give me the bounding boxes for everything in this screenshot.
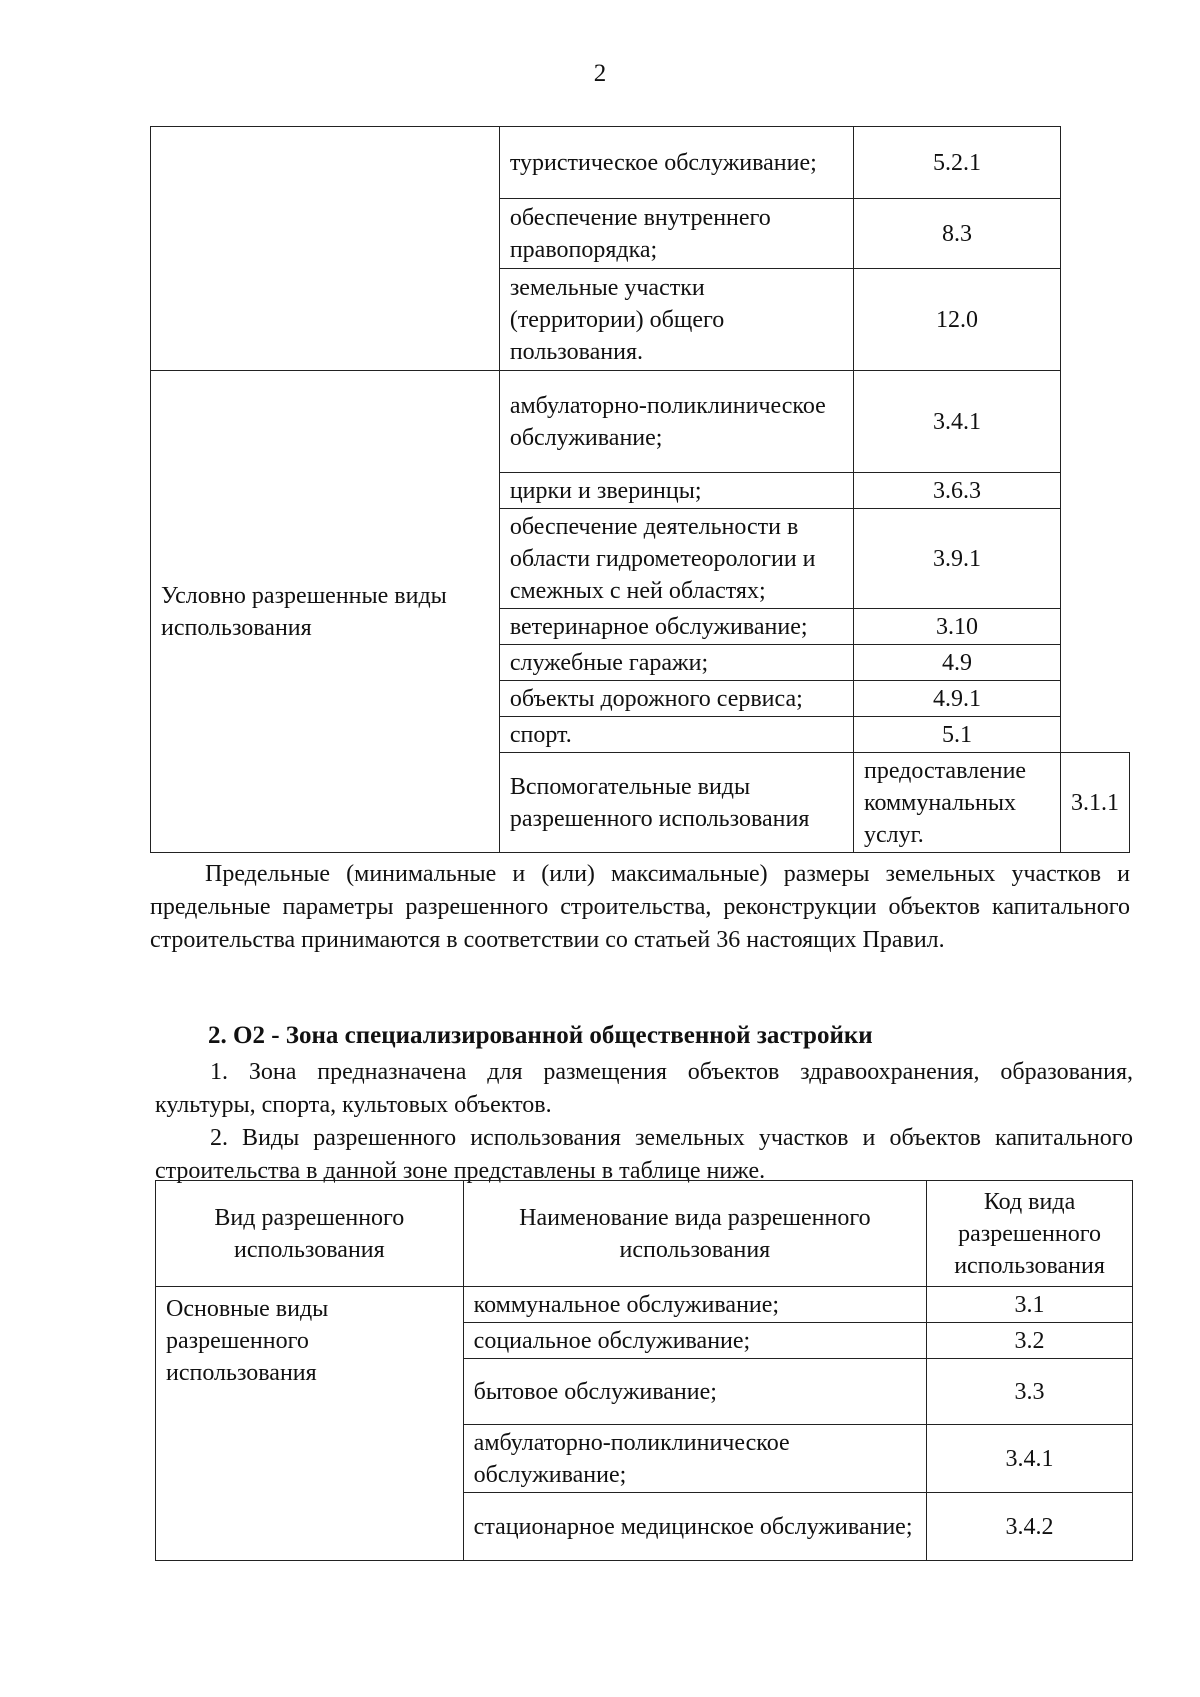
header-use-code: Код вида разрешенного использования <box>927 1181 1133 1287</box>
use-code-cell: 3.4.1 <box>927 1425 1133 1493</box>
use-name-cell: объекты дорожного сервиса; <box>499 681 853 717</box>
use-name-cell: земельные участки (территории) общего пользования. <box>499 269 853 371</box>
use-category-cell <box>151 127 500 371</box>
use-code-cell: 3.6.3 <box>854 473 1061 509</box>
table-header-row <box>156 1181 1133 1287</box>
use-code-cell: 3.2 <box>927 1323 1133 1359</box>
use-code-cell: 3.1.1 <box>1061 753 1130 853</box>
limit-parameters-paragraph: Предельные (минимальные и (или) максимальные) размеры земельных участков и предельные параметры разрешенного строительства, реконструкции объектов капитального строительства принимаются в соответствии со статьей 36 настоящих Правил. <box>150 861 1130 953</box>
use-name-cell: туристическое обслуживание; <box>499 127 853 199</box>
use-code-cell: 5.2.1 <box>854 127 1061 199</box>
use-code-cell: 12.0 <box>854 269 1061 371</box>
use-code-cell: 3.10 <box>854 609 1061 645</box>
zone-o2-uses-table <box>155 1180 1133 1561</box>
use-code-cell: 4.9.1 <box>854 681 1061 717</box>
use-code-cell: 3.3 <box>927 1359 1133 1425</box>
use-name-cell: предоставление коммунальных услуг. <box>854 753 1061 853</box>
use-category-cell: Основные виды разрешенного использования <box>156 1287 464 1561</box>
use-name-cell: амбулаторно-поликлиническое обслуживание; <box>499 371 853 473</box>
use-name-cell: обеспечение внутреннего правопорядка; <box>499 199 853 269</box>
use-code-cell: 3.9.1 <box>854 509 1061 609</box>
use-name-cell: спорт. <box>499 717 853 753</box>
table-row <box>156 1287 1133 1323</box>
header-use-type: Вид разрешенного использования <box>156 1181 464 1287</box>
table-row <box>151 127 1130 199</box>
use-code-cell: 5.1 <box>854 717 1061 753</box>
zone-uses-intro-paragraph: 2. Виды разрешенного использования земельных участков и объектов капитального строительства в данной зоне представлены в таблице ниже. <box>155 1125 1133 1184</box>
use-code-cell: 3.4.2 <box>927 1493 1133 1561</box>
use-category-cell: Вспомогательные виды разрешенного использования <box>499 753 853 853</box>
use-name-cell: амбулаторно-поликлиническое обслуживание; <box>463 1425 926 1493</box>
use-name-cell: обеспечение деятельности в области гидрометеорологии и смежных с ней областях; <box>499 509 853 609</box>
section-heading: 2. О2 - Зона специализированной общественной застройки <box>208 1022 873 1049</box>
use-name-cell: социальное обслуживание; <box>463 1323 926 1359</box>
use-category-cell: Условно разрешенные виды использования <box>151 371 500 853</box>
use-code-cell: 4.9 <box>854 645 1061 681</box>
use-name-cell: цирки и зверинцы; <box>499 473 853 509</box>
zone-table-continued <box>150 126 1130 853</box>
page-number: 2 <box>593 60 607 87</box>
use-name-cell: стационарное медицинское обслуживание; <box>463 1493 926 1561</box>
use-code-cell: 3.1 <box>927 1287 1133 1323</box>
use-name-cell: ветеринарное обслуживание; <box>499 609 853 645</box>
header-use-name: Наименование вида разрешенного использования <box>463 1181 926 1287</box>
use-code-cell: 3.4.1 <box>854 371 1061 473</box>
use-code-cell: 8.3 <box>854 199 1061 269</box>
use-name-cell: коммунальное обслуживание; <box>463 1287 926 1323</box>
table-row <box>151 371 1130 473</box>
zone-purpose-paragraph: 1. Зона предназначена для размещения объектов здравоохранения, образования, культуры, спорта, культовых объектов. <box>155 1059 1133 1118</box>
use-name-cell: бытовое обслуживание; <box>463 1359 926 1425</box>
use-name-cell: служебные гаражи; <box>499 645 853 681</box>
